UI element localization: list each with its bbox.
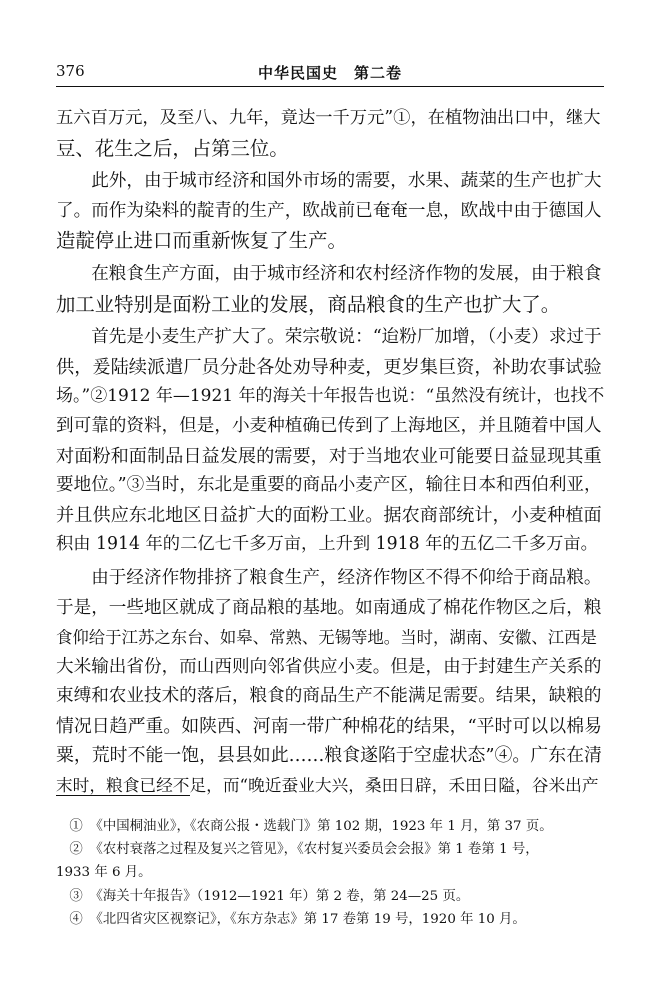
footnote-line: ① 《中国桐油业》，《农商公报・选载门》第 102 期，1923 年 1 月，第 37 页。 bbox=[56, 819, 553, 834]
body-line: 造靛停止进口而重新恢复了生产。 bbox=[56, 229, 347, 253]
page-header bbox=[56, 62, 604, 86]
footnotes bbox=[56, 815, 604, 931]
footnote-rule bbox=[56, 795, 190, 796]
body-line: 场。”②1912 年—1921 年的海关十年报告也说：“虽然没有统计，也找不 bbox=[56, 386, 605, 407]
body-line: 五六百万元，及至八、九年，竟达一千万元”①，在植物油出口中，继大 bbox=[56, 108, 601, 128]
running-head: 中华民国史 第二卷 bbox=[257, 64, 402, 82]
body-line: 末时，粮食已经不足，而“晚近蚕业大兴，桑田日辟，禾田日隘，谷米出产 bbox=[56, 775, 599, 796]
body-line: 情况日趋严重。如陕西、河南一带广种棉花的结果，“平时可以以棉易 bbox=[56, 715, 602, 737]
body-line: 此外，由于城市经济和国外市场的需要，水果、蔬菜的生产也扩大 bbox=[56, 171, 602, 192]
body-line: 并且供应东北地区日益扩大的面粉工业。据农商部统计，小麦种植面 bbox=[56, 504, 602, 526]
body-line: 加工业特别是面粉工业的发展，商品粮食的生产也扩大了。 bbox=[56, 292, 561, 316]
body-line: 首先是小麦生产扩大了。荣宗敬说：“迨粉厂加增，（小麦）求过于 bbox=[56, 327, 602, 348]
body-line: 对面粉和面制品日益发展的需要，对于当地农业可能要日益显现其重 bbox=[56, 445, 602, 467]
header-rule bbox=[56, 86, 604, 87]
body-line: 供，爰陆续派遣厂员分赴各处劝导种麦，更岁集巨资，补助农事试验 bbox=[56, 356, 602, 378]
footnote-line: ③ 《海关十年报告》（1912—1921 年）第 2 卷，第 24—25 页。 bbox=[56, 888, 470, 904]
body-line: 在粮食生产方面，由于城市经济和农村经济作物的发展，由于粮食 bbox=[56, 263, 602, 284]
body-line: 了。而作为染料的靛青的生产，欧战前已奄奄一息，欧战中由于德国人 bbox=[56, 200, 602, 221]
body-line: 于是，一些地区就成了商品粮的基地。如南通成了棉花作物区之后，粮 bbox=[56, 597, 602, 618]
body-line: 由于经济作物排挤了粮食生产，经济作物区不得不仰给于商品粮。 bbox=[56, 567, 602, 588]
footnote-line: ② 《农村衰落之过程及复兴之管见》，《农村复兴委员会会报》第 1 卷第 1 号， bbox=[56, 842, 539, 858]
body-line: 豆、花生之后，占第三位。 bbox=[56, 136, 289, 160]
body-line: 到可靠的资料，但是，小麦种植确已传到了上海地区，并且随着中国人 bbox=[56, 415, 602, 436]
body-line: 束缚和农业技术的落后，粮食的商品生产不能满足需要。结果，缺粮的 bbox=[56, 686, 602, 707]
body-line: 要地位。”③当时，东北是重要的商品小麦产区，输往日本和西伯利亚， bbox=[56, 475, 602, 496]
footnote-line: 1933 年 6 月。 bbox=[56, 865, 152, 881]
body-line: 粟，荒时不能一饱，县县如此……粮食遂陷于空虚状态”④。广东在清 bbox=[56, 745, 602, 767]
body-line: 积由 1914 年的二亿七千多万亩，上升到 1918 年的五亿二千多万亩。 bbox=[56, 534, 598, 555]
body-line: 大米输出省份，而山西则向邻省供应小麦。但是，由于封建生产关系的 bbox=[56, 656, 602, 677]
page-number: 376 bbox=[56, 62, 85, 80]
body-line: 食仰给于江苏之东台、如皋、常熟、无锡等地。当时，湖南、安徽、江西是 bbox=[56, 628, 597, 648]
footnote-line: ④ 《北四省灾区视察记》，《东方杂志》第 17 卷第 19 号，1920 年 10 月。 bbox=[56, 911, 526, 927]
body-text bbox=[56, 104, 604, 801]
